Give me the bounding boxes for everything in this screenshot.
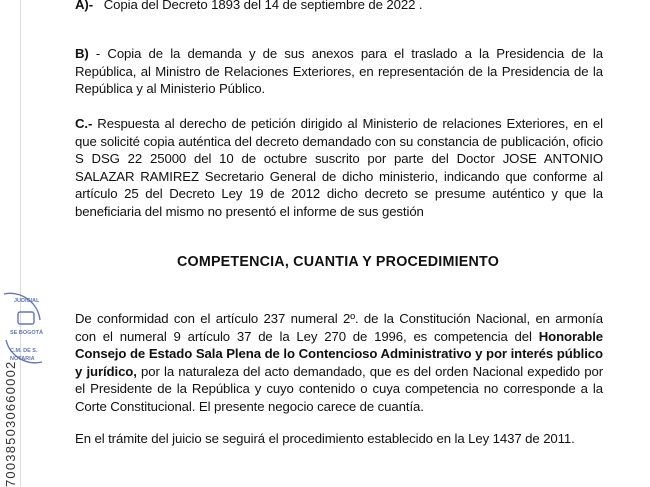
- stamp-text-3: C.M. DE S.: [10, 348, 38, 354]
- scan-margin-line: [20, 0, 21, 487]
- competencia-text-1: De conformidad con el artículo 237 numeral 2º. de la Constitución Nacional, en armonía con el numeral 9 artículo 37 de la Ley 270 de 1996, es competencia del: [75, 311, 603, 344]
- item-c-label: C.-: [75, 116, 93, 131]
- item-c: [75, 115, 603, 220]
- stamp-text-2: SE BOGOTÁ: [10, 330, 44, 336]
- section-heading: COMPETENCIA, CUANTIA Y PROCEDIMIENTO: [176, 254, 500, 270]
- item-b: [75, 45, 603, 98]
- item-a-text: Copia del Decreto 1893 del 14 de septiembre de 2022 .: [103, 0, 423, 12]
- item-b-label: B): [75, 46, 89, 61]
- competencia-text-2: por la naturaleza del acto demandado, que es del orden Nacional expedido por el Presidente de la República y cuyo contenido o cuya competencia no corresponde a la Corte Constitucional. El presente negocio carece de cuantía.: [75, 363, 603, 414]
- stamp-text-1: JUDICIAL: [14, 298, 40, 304]
- item-b-text: - Copia de la demanda y de sus anexos para el traslado a la Presidencia de la República, al Ministro de Relaciones Exteriores, en representación de la Presidencia de la República y al Ministerio Público.: [75, 46, 603, 96]
- competencia-bold: Honorable Consejo de Estado Sala Plena de lo Contencioso Administrativo y por interés público y jurídico,: [75, 328, 603, 379]
- procedimiento-paragraph: En el trámite del juicio se seguirá el procedimiento establecido en la Ley 1437 de 2011.: [75, 431, 575, 446]
- court-stamp: [0, 290, 44, 370]
- margin-code: 700385030660002: [3, 360, 18, 487]
- item-a-label: A)-: [75, 0, 94, 12]
- stamp-text-4: NOTARIA: [10, 356, 35, 362]
- item-c-text: Respuesta al derecho de petición dirigido al Ministerio de relaciones Exteriores, en el que solicité copia auténtica del decreto demandado con su constancia de publicación, oficio S DSG 22 25000 del 10 de octubre suscrito por parte del Doctor JOSE ANTONIO SALAZAR RAMIREZ Secretario General de dicho ministerio, indicando que conforme al artículo 25 del Decreto Ley 19 de 2012 dicho decreto se presume auténtico y que la beneficiaria del mismo no presentó el informe de sus gestión: [75, 116, 603, 219]
- item-a: [75, 0, 603, 14]
- competencia-paragraph: [75, 310, 603, 415]
